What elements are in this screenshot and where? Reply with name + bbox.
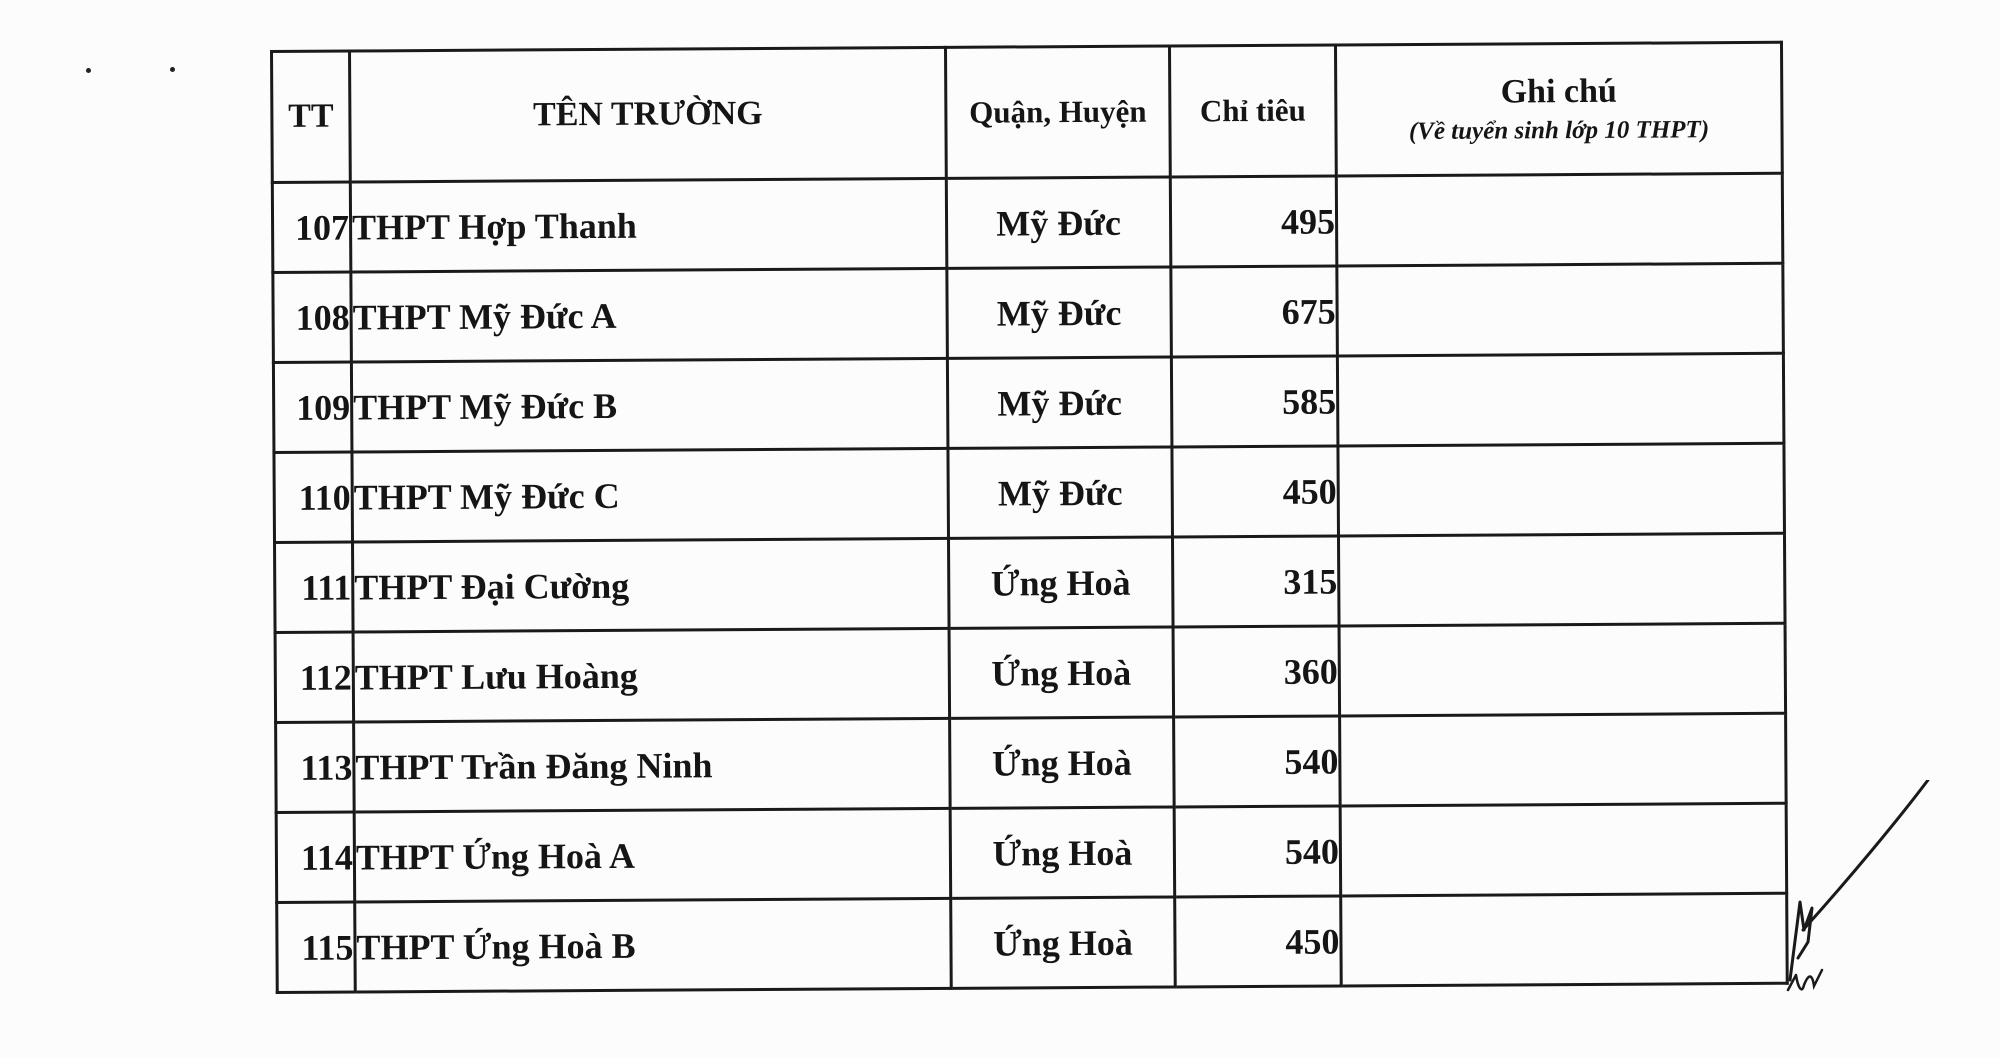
district-cell: Ứng Hoà — [950, 717, 1175, 808]
note-cell — [1341, 893, 1788, 986]
table-row — [275, 623, 1786, 722]
row-number-cell: 110 — [274, 452, 353, 542]
scan-speck — [170, 67, 175, 72]
row-number-cell: 114 — [276, 812, 355, 902]
district-cell: Mỹ Đức — [948, 447, 1173, 538]
quota-cell: 450 — [1175, 896, 1342, 987]
district-cell: Ứng Hoà — [948, 537, 1173, 628]
quota-cell: 450 — [1172, 446, 1339, 537]
table-row — [276, 713, 1787, 812]
note-cell — [1339, 623, 1786, 716]
scan-speck — [86, 68, 91, 73]
school-name-cell: THPT Ứng Hoà A — [354, 808, 951, 902]
row-number-cell: 112 — [275, 632, 354, 722]
header-note-subtitle: (Về tuyển sinh lớp 10 THPT) — [1408, 116, 1710, 146]
school-name-cell: THPT Đại Cường — [353, 538, 950, 632]
school-name-cell: THPT Mỹ Đức A — [351, 268, 948, 362]
note-cell — [1340, 803, 1787, 896]
school-name-cell: THPT Mỹ Đức C — [352, 448, 949, 542]
quota-cell: 585 — [1171, 356, 1338, 447]
quota-cell: 540 — [1174, 716, 1341, 807]
district-cell: Ứng Hoà — [950, 807, 1175, 898]
district-cell: Mỹ Đức — [947, 267, 1172, 358]
district-cell: Ứng Hoà — [949, 627, 1174, 718]
row-number-cell: 115 — [277, 902, 356, 992]
school-name-cell: THPT Ứng Hoà B — [355, 898, 952, 992]
note-cell — [1336, 173, 1783, 266]
district-cell: Ứng Hoà — [951, 897, 1176, 988]
table-row — [274, 443, 1785, 542]
district-cell: Mỹ Đức — [946, 177, 1171, 268]
note-cell — [1338, 533, 1785, 626]
school-name-cell: THPT Hợp Thanh — [350, 178, 947, 272]
header-quota: Chỉ tiêu — [1169, 45, 1336, 177]
table-row — [272, 173, 1783, 272]
note-cell — [1340, 713, 1787, 806]
quota-cell: 495 — [1170, 176, 1337, 267]
school-quota-table — [270, 41, 1789, 994]
row-number-cell: 109 — [273, 362, 352, 452]
row-number-cell: 108 — [273, 272, 352, 362]
table-header-row — [272, 42, 1783, 182]
table-row — [276, 803, 1787, 902]
header-school-name: TÊN TRƯỜNG — [350, 47, 947, 182]
quota-cell: 360 — [1173, 626, 1340, 717]
school-name-cell: THPT Mỹ Đức B — [351, 358, 948, 452]
header-tt: TT — [272, 51, 351, 182]
district-cell: Mỹ Đức — [947, 357, 1172, 448]
table-row — [273, 353, 1784, 452]
school-name-cell: THPT Lưu Hoàng — [353, 628, 950, 722]
table-row — [275, 533, 1786, 632]
note-cell — [1337, 353, 1784, 446]
row-number-cell: 111 — [275, 542, 354, 632]
table-body — [272, 173, 1787, 992]
row-number-cell: 113 — [276, 722, 355, 812]
quota-cell: 540 — [1174, 806, 1341, 897]
note-cell — [1338, 443, 1785, 536]
quota-cell: 675 — [1171, 266, 1338, 357]
row-number-cell: 107 — [272, 182, 351, 272]
school-quota-table-wrapper — [270, 41, 1786, 994]
table-row — [273, 263, 1784, 362]
handwritten-initials-icon — [1778, 780, 1948, 1010]
header-district: Quận, Huyện — [945, 46, 1170, 178]
school-name-cell: THPT Trần Đăng Ninh — [354, 718, 951, 812]
quota-cell: 315 — [1172, 536, 1339, 627]
header-note-title: Ghi chú — [1500, 72, 1617, 111]
header-note — [1335, 42, 1782, 176]
table-row — [277, 893, 1788, 992]
note-cell — [1337, 263, 1784, 356]
